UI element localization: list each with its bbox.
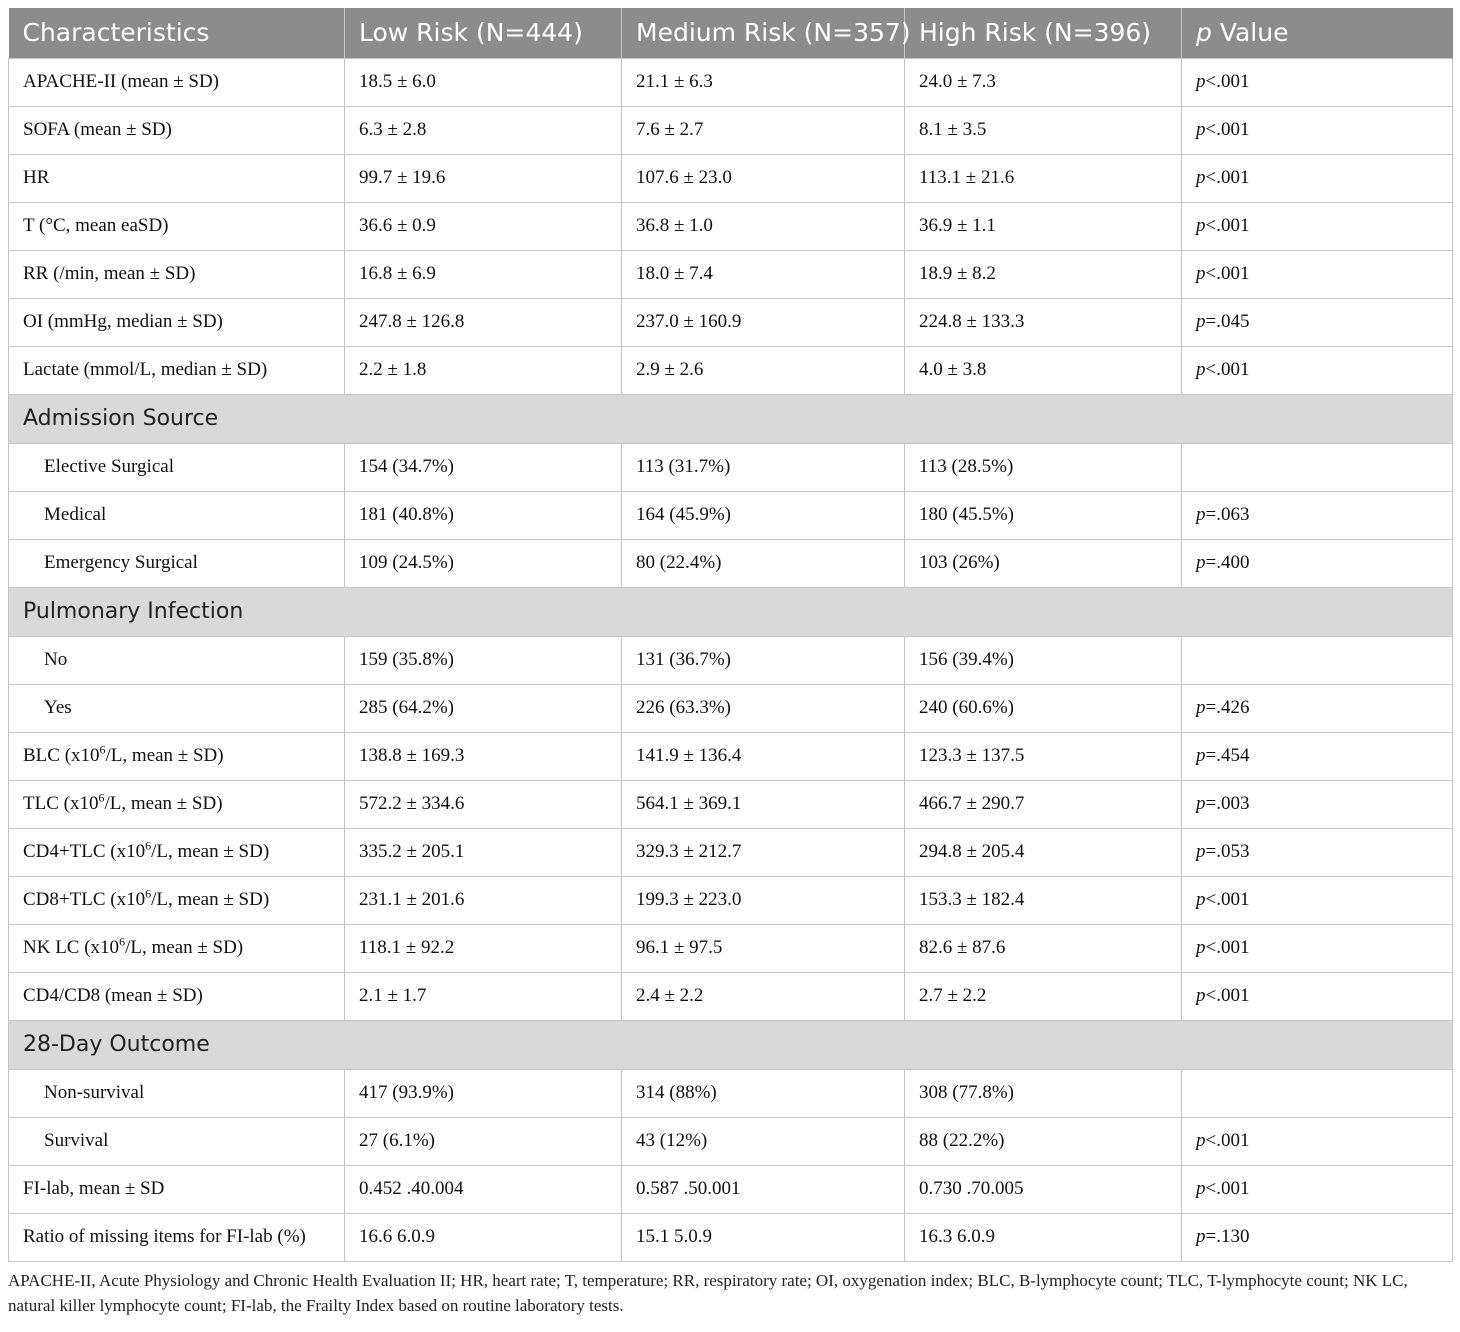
cell-p	[1182, 443, 1453, 491]
label-part: CD4+TLC (x10	[23, 841, 146, 862]
cell-medium: 564.1 ± 369.1	[622, 780, 905, 828]
label-part: /L, mean ± SD)	[151, 889, 270, 910]
cell-medium: 131 (36.7%)	[622, 636, 905, 684]
p-letter: p	[1196, 504, 1206, 525]
header-medium-risk: Medium Risk (N=357)	[622, 8, 905, 58]
p-letter: p	[1196, 263, 1206, 284]
p-value: <.001	[1205, 937, 1250, 958]
p-value: =.045	[1205, 311, 1250, 332]
cell-medium: 0.587 .50.001	[622, 1165, 905, 1213]
row-label: Non-survival	[9, 1069, 345, 1117]
label-part: NK LC (x10	[23, 937, 120, 958]
row-label: No	[9, 636, 345, 684]
superscript: 6	[119, 934, 126, 949]
cell-p	[1182, 250, 1453, 298]
cell-p	[1182, 154, 1453, 202]
cell-high: 2.7 ± 2.2	[905, 972, 1182, 1020]
cell-high: 24.0 ± 7.3	[905, 58, 1182, 106]
section-title: Pulmonary Infection	[9, 587, 1453, 636]
p-value: =.426	[1205, 697, 1250, 718]
superscript: 6	[98, 790, 105, 805]
row-label: APACHE-II (mean ± SD)	[9, 58, 345, 106]
table-row	[9, 154, 1453, 202]
cell-low: 159 (35.8%)	[345, 636, 622, 684]
superscript: 6	[145, 838, 152, 853]
cell-medium: 2.9 ± 2.6	[622, 346, 905, 394]
cell-p	[1182, 972, 1453, 1020]
table-container	[8, 8, 1452, 1318]
cell-high: 224.8 ± 133.3	[905, 298, 1182, 346]
cell-low: 154 (34.7%)	[345, 443, 622, 491]
cell-low: 16.6 6.0.9	[345, 1213, 622, 1261]
table-row	[9, 250, 1453, 298]
cell-low: 0.452 .40.004	[345, 1165, 622, 1213]
row-label: Medical	[9, 491, 345, 539]
cell-high: 103 (26%)	[905, 539, 1182, 587]
cell-low: 2.1 ± 1.7	[345, 972, 622, 1020]
p-value: <.001	[1205, 167, 1250, 188]
table-row	[9, 58, 1453, 106]
table-row	[9, 539, 1453, 587]
p-value: <.001	[1205, 889, 1250, 910]
table-row	[9, 298, 1453, 346]
p-letter: p	[1196, 119, 1206, 140]
cell-low: 118.1 ± 92.2	[345, 924, 622, 972]
table-row	[9, 732, 1453, 780]
cell-medium: 43 (12%)	[622, 1117, 905, 1165]
header-characteristics: Characteristics	[9, 8, 345, 58]
cell-low: 247.8 ± 126.8	[345, 298, 622, 346]
p-letter: p	[1196, 793, 1206, 814]
cell-low: 27 (6.1%)	[345, 1117, 622, 1165]
p-value: =.053	[1205, 841, 1250, 862]
cell-medium: 199.3 ± 223.0	[622, 876, 905, 924]
header-p-rest: Value	[1211, 18, 1289, 48]
row-label: HR	[9, 154, 345, 202]
p-letter: p	[1196, 1226, 1206, 1247]
cell-medium: 329.3 ± 212.7	[622, 828, 905, 876]
cell-medium: 15.1 5.0.9	[622, 1213, 905, 1261]
cell-p	[1182, 298, 1453, 346]
cell-low: 417 (93.9%)	[345, 1069, 622, 1117]
row-label: RR (/min, mean ± SD)	[9, 250, 345, 298]
row-label: T (°C, mean eaSD)	[9, 202, 345, 250]
cell-medium: 21.1 ± 6.3	[622, 58, 905, 106]
cell-medium: 164 (45.9%)	[622, 491, 905, 539]
cell-high: 113 (28.5%)	[905, 443, 1182, 491]
cell-medium: 96.1 ± 97.5	[622, 924, 905, 972]
p-value: =.063	[1205, 504, 1250, 525]
cell-high: 36.9 ± 1.1	[905, 202, 1182, 250]
cell-p	[1182, 106, 1453, 154]
cell-low: 138.8 ± 169.3	[345, 732, 622, 780]
cell-low: 109 (24.5%)	[345, 539, 622, 587]
cell-low: 36.6 ± 0.9	[345, 202, 622, 250]
row-label: CD4/CD8 (mean ± SD)	[9, 972, 345, 1020]
cell-low: 18.5 ± 6.0	[345, 58, 622, 106]
cell-medium: 18.0 ± 7.4	[622, 250, 905, 298]
row-label: Lactate (mmol/L, median ± SD)	[9, 346, 345, 394]
p-letter: p	[1196, 71, 1206, 92]
p-value: <.001	[1205, 1178, 1250, 1199]
table-row	[9, 1117, 1453, 1165]
p-value: =.400	[1205, 552, 1250, 573]
cell-medium: 36.8 ± 1.0	[622, 202, 905, 250]
cell-high: 18.9 ± 8.2	[905, 250, 1182, 298]
cell-medium: 141.9 ± 136.4	[622, 732, 905, 780]
cell-medium: 113 (31.7%)	[622, 443, 905, 491]
table-row	[9, 1069, 1453, 1117]
table-row	[9, 684, 1453, 732]
cell-p	[1182, 732, 1453, 780]
p-letter: p	[1196, 359, 1206, 380]
p-letter: p	[1196, 697, 1206, 718]
row-label	[9, 732, 345, 780]
cell-medium: 2.4 ± 2.2	[622, 972, 905, 1020]
row-label: OI (mmHg, median ± SD)	[9, 298, 345, 346]
cell-high: 113.1 ± 21.6	[905, 154, 1182, 202]
label-part: CD8+TLC (x10	[23, 889, 146, 910]
cell-p	[1182, 876, 1453, 924]
cell-medium: 237.0 ± 160.9	[622, 298, 905, 346]
cell-high: 123.3 ± 137.5	[905, 732, 1182, 780]
cell-high: 16.3 6.0.9	[905, 1213, 1182, 1261]
cell-low: 181 (40.8%)	[345, 491, 622, 539]
p-value: <.001	[1205, 985, 1250, 1006]
cell-p	[1182, 636, 1453, 684]
p-value: =.130	[1205, 1226, 1250, 1247]
cell-high: 180 (45.5%)	[905, 491, 1182, 539]
table-row	[9, 443, 1453, 491]
p-letter: p	[1196, 215, 1206, 236]
row-label	[9, 876, 345, 924]
p-letter: p	[1196, 1178, 1206, 1199]
p-value: =.003	[1205, 793, 1250, 814]
cell-high: 4.0 ± 3.8	[905, 346, 1182, 394]
cell-high: 82.6 ± 87.6	[905, 924, 1182, 972]
table-row	[9, 346, 1453, 394]
label-part: /L, mean ± SD)	[125, 937, 244, 958]
p-letter: p	[1196, 841, 1206, 862]
cell-low: 335.2 ± 205.1	[345, 828, 622, 876]
superscript: 6	[145, 886, 152, 901]
cell-high: 294.8 ± 205.4	[905, 828, 1182, 876]
row-label	[9, 828, 345, 876]
row-label	[9, 780, 345, 828]
section-row-pulmonary	[9, 587, 1453, 636]
cell-medium: 80 (22.4%)	[622, 539, 905, 587]
cell-high: 466.7 ± 290.7	[905, 780, 1182, 828]
table-row	[9, 828, 1453, 876]
cell-low: 231.1 ± 201.6	[345, 876, 622, 924]
header-row	[9, 8, 1453, 58]
p-value: <.001	[1205, 119, 1250, 140]
cell-high: 156 (39.4%)	[905, 636, 1182, 684]
cell-low: 99.7 ± 19.6	[345, 154, 622, 202]
cell-p	[1182, 58, 1453, 106]
section-row-admission	[9, 394, 1453, 443]
p-letter: p	[1196, 745, 1206, 766]
table-row	[9, 924, 1453, 972]
characteristics-table	[8, 8, 1453, 1262]
cell-p	[1182, 491, 1453, 539]
table-row	[9, 202, 1453, 250]
table-row	[9, 106, 1453, 154]
label-part: BLC (x10	[23, 745, 100, 766]
cell-medium: 226 (63.3%)	[622, 684, 905, 732]
cell-p	[1182, 1213, 1453, 1261]
table-row	[9, 876, 1453, 924]
p-letter: p	[1196, 889, 1206, 910]
p-letter: p	[1196, 1130, 1206, 1151]
label-part: /L, mean ± SD)	[105, 745, 224, 766]
p-letter: p	[1196, 552, 1206, 573]
table-row	[9, 1165, 1453, 1213]
p-value: <.001	[1205, 359, 1250, 380]
section-row-outcome	[9, 1020, 1453, 1069]
header-p-letter: p	[1196, 18, 1212, 48]
superscript: 6	[99, 742, 106, 757]
p-letter: p	[1196, 167, 1206, 188]
row-label: Yes	[9, 684, 345, 732]
label-part: /L, mean ± SD)	[151, 841, 270, 862]
header-low-risk: Low Risk (N=444)	[345, 8, 622, 58]
cell-high: 308 (77.8%)	[905, 1069, 1182, 1117]
cell-low: 572.2 ± 334.6	[345, 780, 622, 828]
cell-high: 8.1 ± 3.5	[905, 106, 1182, 154]
cell-low: 285 (64.2%)	[345, 684, 622, 732]
label-part: /L, mean ± SD)	[104, 793, 223, 814]
cell-p	[1182, 828, 1453, 876]
cell-p	[1182, 539, 1453, 587]
row-label: Emergency Surgical	[9, 539, 345, 587]
p-letter: p	[1196, 311, 1206, 332]
cell-low: 16.8 ± 6.9	[345, 250, 622, 298]
table-row	[9, 972, 1453, 1020]
cell-high: 240 (60.6%)	[905, 684, 1182, 732]
cell-medium: 7.6 ± 2.7	[622, 106, 905, 154]
row-label	[9, 924, 345, 972]
table-footnote: APACHE-II, Acute Physiology and Chronic Health Evaluation II; HR, heart rate; T, temperature; RR, respiratory rate; OI, oxygenation index; BLC, B-lymphocyte count; TLC, T-lymphocyte count; NK LC, natural killer lymphocyte count; FI-lab, the Frailty Index based on routine laboratory tests.	[8, 1270, 1408, 1315]
cell-p	[1182, 1069, 1453, 1117]
cell-high: 0.730 .70.005	[905, 1165, 1182, 1213]
p-letter: p	[1196, 937, 1206, 958]
row-label: SOFA (mean ± SD)	[9, 106, 345, 154]
cell-p	[1182, 1165, 1453, 1213]
section-title: 28-Day Outcome	[9, 1020, 1453, 1069]
table-row	[9, 1213, 1453, 1261]
label-part: TLC (x10	[23, 793, 99, 814]
cell-p	[1182, 202, 1453, 250]
table-row	[9, 780, 1453, 828]
row-label: Ratio of missing items for FI-lab (%)	[9, 1213, 345, 1261]
cell-p	[1182, 780, 1453, 828]
p-value: =.454	[1205, 745, 1250, 766]
cell-p	[1182, 924, 1453, 972]
header-high-risk: High Risk (N=396)	[905, 8, 1182, 58]
p-letter: p	[1196, 985, 1206, 1006]
header-p-value	[1182, 8, 1453, 58]
cell-medium: 107.6 ± 23.0	[622, 154, 905, 202]
table-row	[9, 491, 1453, 539]
section-title: Admission Source	[9, 394, 1453, 443]
cell-p	[1182, 684, 1453, 732]
row-label: FI-lab, mean ± SD	[9, 1165, 345, 1213]
p-value: <.001	[1205, 71, 1250, 92]
row-label: Elective Surgical	[9, 443, 345, 491]
cell-low: 6.3 ± 2.8	[345, 106, 622, 154]
cell-medium: 314 (88%)	[622, 1069, 905, 1117]
cell-p	[1182, 1117, 1453, 1165]
cell-high: 88 (22.2%)	[905, 1117, 1182, 1165]
table-row	[9, 636, 1453, 684]
cell-high: 153.3 ± 182.4	[905, 876, 1182, 924]
p-value: <.001	[1205, 263, 1250, 284]
p-value: <.001	[1205, 1130, 1250, 1151]
cell-low: 2.2 ± 1.8	[345, 346, 622, 394]
p-value: <.001	[1205, 215, 1250, 236]
row-label: Survival	[9, 1117, 345, 1165]
cell-p	[1182, 346, 1453, 394]
